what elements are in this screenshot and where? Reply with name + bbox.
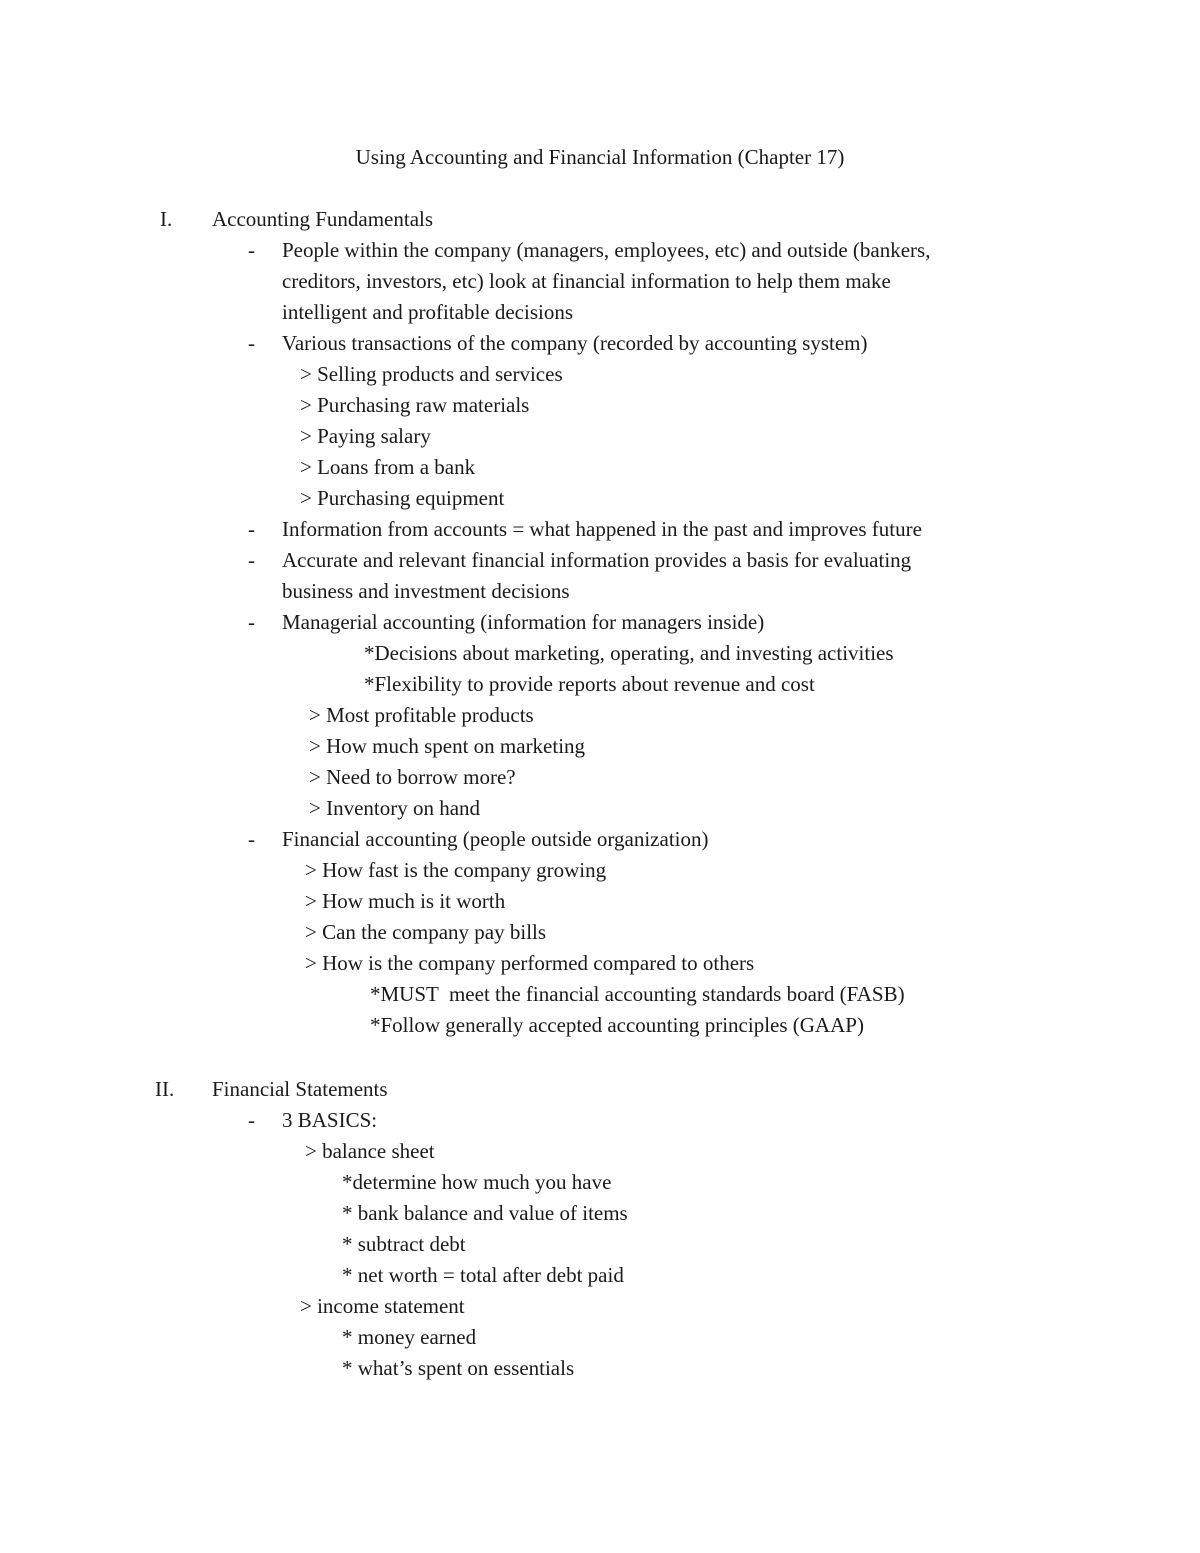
bullet-text: Managerial accounting (information for managers inside) — [282, 610, 765, 634]
bullet-dash: - — [248, 1108, 255, 1132]
bullet-text: People within the company (managers, employees, etc) and outside (bankers, — [282, 238, 931, 262]
bullet-text: Financial accounting (people outside organization) — [282, 827, 709, 851]
bullet-dash: - — [248, 238, 255, 262]
list-item: > Loans from a bank — [300, 455, 476, 479]
list-item: > Most profitable products — [309, 703, 534, 727]
note-item: * subtract debt — [342, 1232, 466, 1256]
list-item: > How is the company performed compared to others — [305, 951, 755, 975]
note-item: *Follow generally accepted accounting principles (GAAP) — [370, 1013, 864, 1037]
bullet-dash: - — [248, 548, 255, 572]
section-heading: Accounting Fundamentals — [212, 207, 434, 231]
bullet-dash: - — [248, 331, 255, 355]
section-numeral: II. — [155, 1077, 175, 1101]
note-item: *Decisions about marketing, operating, and investing activities — [364, 641, 894, 665]
page-title: Using Accounting and Financial Information (Chapter 17) — [355, 145, 845, 169]
list-item: > Inventory on hand — [309, 796, 481, 820]
bullet-text: Accurate and relevant financial information provides a basis for evaluating — [282, 548, 912, 572]
list-item: > Selling products and services — [300, 362, 563, 386]
note-item: *determine how much you have — [342, 1170, 612, 1194]
section-heading: Financial Statements — [212, 1077, 388, 1101]
list-item: > income statement — [300, 1294, 465, 1318]
list-item: > Can the company pay bills — [305, 920, 547, 944]
list-item: > Need to borrow more? — [309, 765, 516, 789]
list-item: > How fast is the company growing — [305, 858, 607, 882]
bullet-text: Various transactions of the company (recorded by accounting system) — [282, 331, 868, 355]
note-item: * what’s spent on essentials — [342, 1356, 575, 1380]
section-numeral: I. — [160, 207, 173, 231]
bullet-text: creditors, investors, etc) look at financial information to help them make — [282, 269, 891, 293]
bullet-text: business and investment decisions — [282, 579, 570, 603]
list-item: > Paying salary — [300, 424, 431, 448]
bullet-text: Information from accounts = what happened in the past and improves future — [282, 517, 922, 541]
bullet-dash: - — [248, 827, 255, 851]
bullet-dash: - — [248, 517, 255, 541]
note-item: * bank balance and value of items — [342, 1201, 628, 1225]
list-item: > How much is it worth — [305, 889, 506, 913]
note-item: *Flexibility to provide reports about revenue and cost — [364, 672, 815, 696]
list-item: > How much spent on marketing — [309, 734, 586, 758]
note-item: *MUST meet the financial accounting standards board (FASB) — [370, 982, 905, 1006]
list-item: > balance sheet — [305, 1139, 435, 1163]
note-item: * money earned — [342, 1325, 477, 1349]
note-item: * net worth = total after debt paid — [342, 1263, 624, 1287]
list-item: > Purchasing raw materials — [300, 393, 530, 417]
bullet-text: intelligent and profitable decisions — [282, 300, 574, 324]
bullet-text: 3 BASICS: — [282, 1108, 378, 1132]
list-item: > Purchasing equipment — [300, 486, 505, 510]
bullet-dash: - — [248, 610, 255, 634]
